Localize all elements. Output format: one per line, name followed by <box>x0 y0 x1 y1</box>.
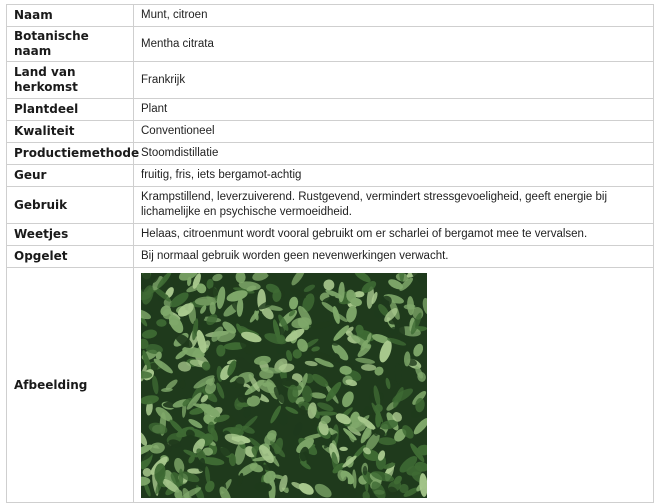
row-value: Conventioneel <box>134 121 654 143</box>
plant-datasheet <box>6 4 654 482</box>
row-label: Kwaliteit <box>7 121 134 143</box>
row-productiemethode <box>7 143 654 165</box>
row-value: Bij normaal gebruik worden geen nevenwerkingen verwacht. <box>134 246 654 268</box>
row-value: fruitig, fris, iets bergamot-achtig <box>134 165 654 187</box>
mint-plant-photo <box>141 273 427 498</box>
row-image-cell <box>134 268 654 503</box>
row-weetjes <box>7 224 654 246</box>
row-kwaliteit <box>7 121 654 143</box>
row-value: Stoomdistillatie <box>134 143 654 165</box>
row-value: Frankrijk <box>134 62 654 99</box>
row-afbeelding <box>7 268 654 503</box>
leaf <box>363 465 367 474</box>
row-land-van-herkomst <box>7 62 654 99</box>
row-plantdeel <box>7 99 654 121</box>
row-value: Munt, citroen <box>134 5 654 27</box>
row-value: Helaas, citroenmunt wordt vooral gebruikt om er scharlei of bergamot mee te vervalsen. <box>134 224 654 246</box>
row-label: Opgelet <box>7 246 134 268</box>
row-botanische-naam <box>7 27 654 62</box>
row-label: Geur <box>7 165 134 187</box>
row-label: Weetjes <box>7 224 134 246</box>
row-label: Gebruik <box>7 187 134 224</box>
row-label: Land van herkomst <box>7 62 134 99</box>
row-gebruik <box>7 187 654 224</box>
row-naam <box>7 5 654 27</box>
row-value: Plant <box>134 99 654 121</box>
row-value: Mentha citrata <box>134 27 654 62</box>
row-label: Botanische naam <box>7 27 134 62</box>
row-value: Krampstillend, leverzuiverend. Rustgevend, vermindert stressgevoeligheid, geeft energie bij lichamelijke en psychische vermoeidheid. <box>134 187 654 224</box>
properties-table <box>6 4 654 503</box>
row-geur <box>7 165 654 187</box>
row-label: Afbeelding <box>7 268 134 503</box>
row-label: Naam <box>7 5 134 27</box>
row-label: Productiemethode <box>7 143 134 165</box>
row-label: Plantdeel <box>7 99 134 121</box>
row-opgelet <box>7 246 654 268</box>
